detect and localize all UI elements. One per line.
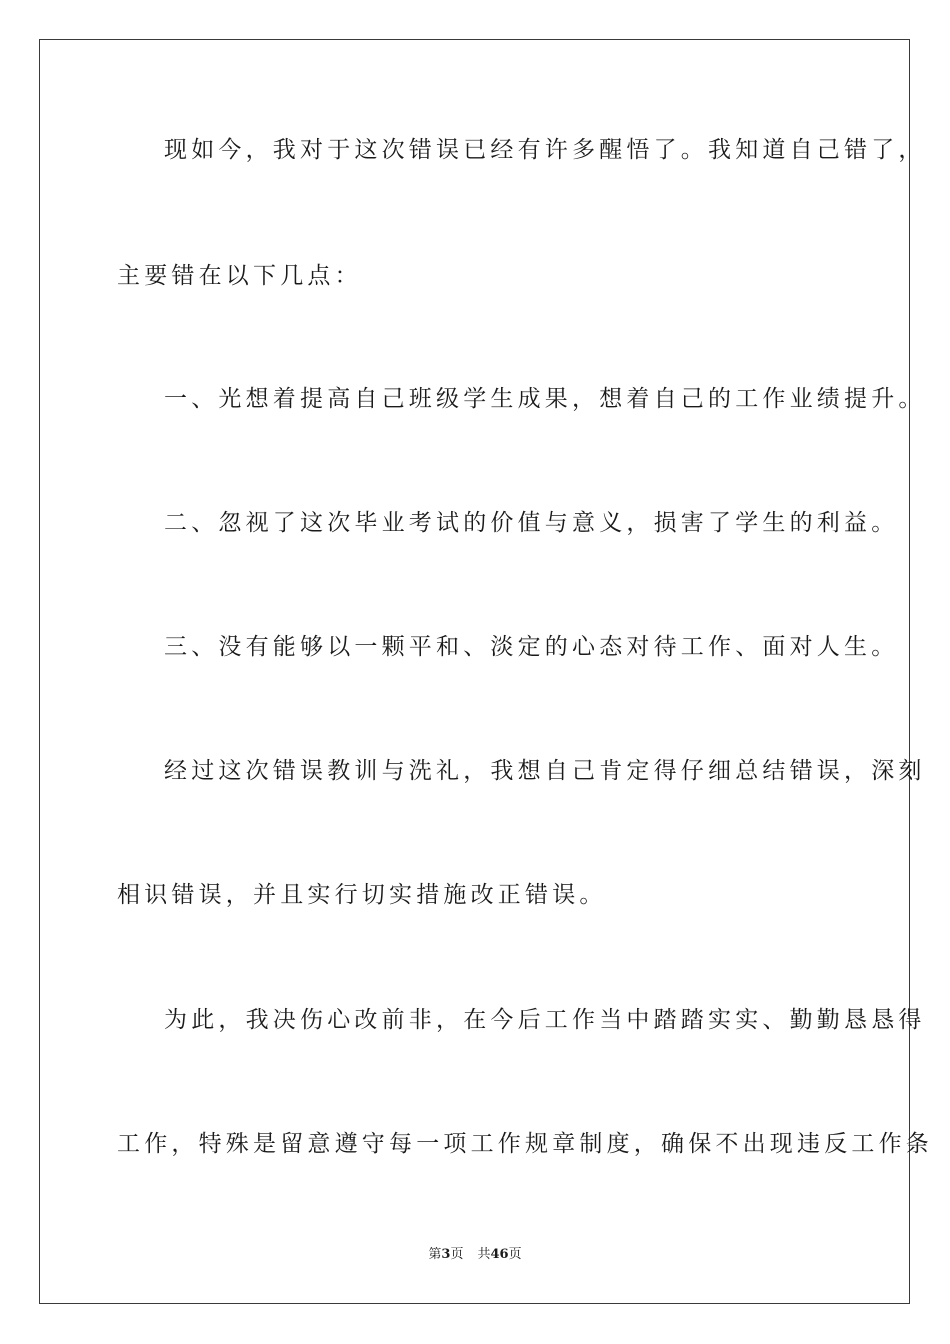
page-border <box>39 39 933 1304</box>
list-item-1: 一、光想着提高自己班级学生成果，想着自己的工作业绩提升。 <box>164 386 926 412</box>
page-prefix: 第 <box>428 1247 442 1262</box>
list-item-2: 二、忽视了这次毕业考试的价值与意义，损害了学生的利益。 <box>164 510 899 536</box>
paragraph-line-3: 经过这次错误教训与洗礼，我想自己肯定得仔细总结错误，深刻 <box>164 758 926 784</box>
paragraph-line-1: 现如今，我对于这次错误已经有许多醒悟了。我知道自己错了， <box>164 137 926 163</box>
page-number: 3 <box>441 1247 451 1262</box>
paragraph-line-6: 工作，特殊是留意遵守每一项工作规章制度，确保不出现违反工作条 <box>117 1131 933 1157</box>
total-pages: 46 <box>490 1247 509 1262</box>
paragraph-line-4: 相识错误，并且实行切实措施改正错误。 <box>117 882 607 908</box>
paragraph-line-5: 为此，我决伤心改前非，在今后工作当中踏踏实实、勤勤恳恳得 <box>164 1007 926 1033</box>
page-footer <box>0 1246 950 1264</box>
paragraph-line-2: 主要错在以下几点： <box>117 263 362 289</box>
page-suffix: 页 <box>450 1247 464 1262</box>
total-prefix: 共 <box>477 1247 491 1262</box>
list-item-3: 三、没有能够以一颗平和、淡定的心态对待工作、面对人生。 <box>164 634 899 660</box>
total-suffix: 页 <box>508 1247 522 1262</box>
